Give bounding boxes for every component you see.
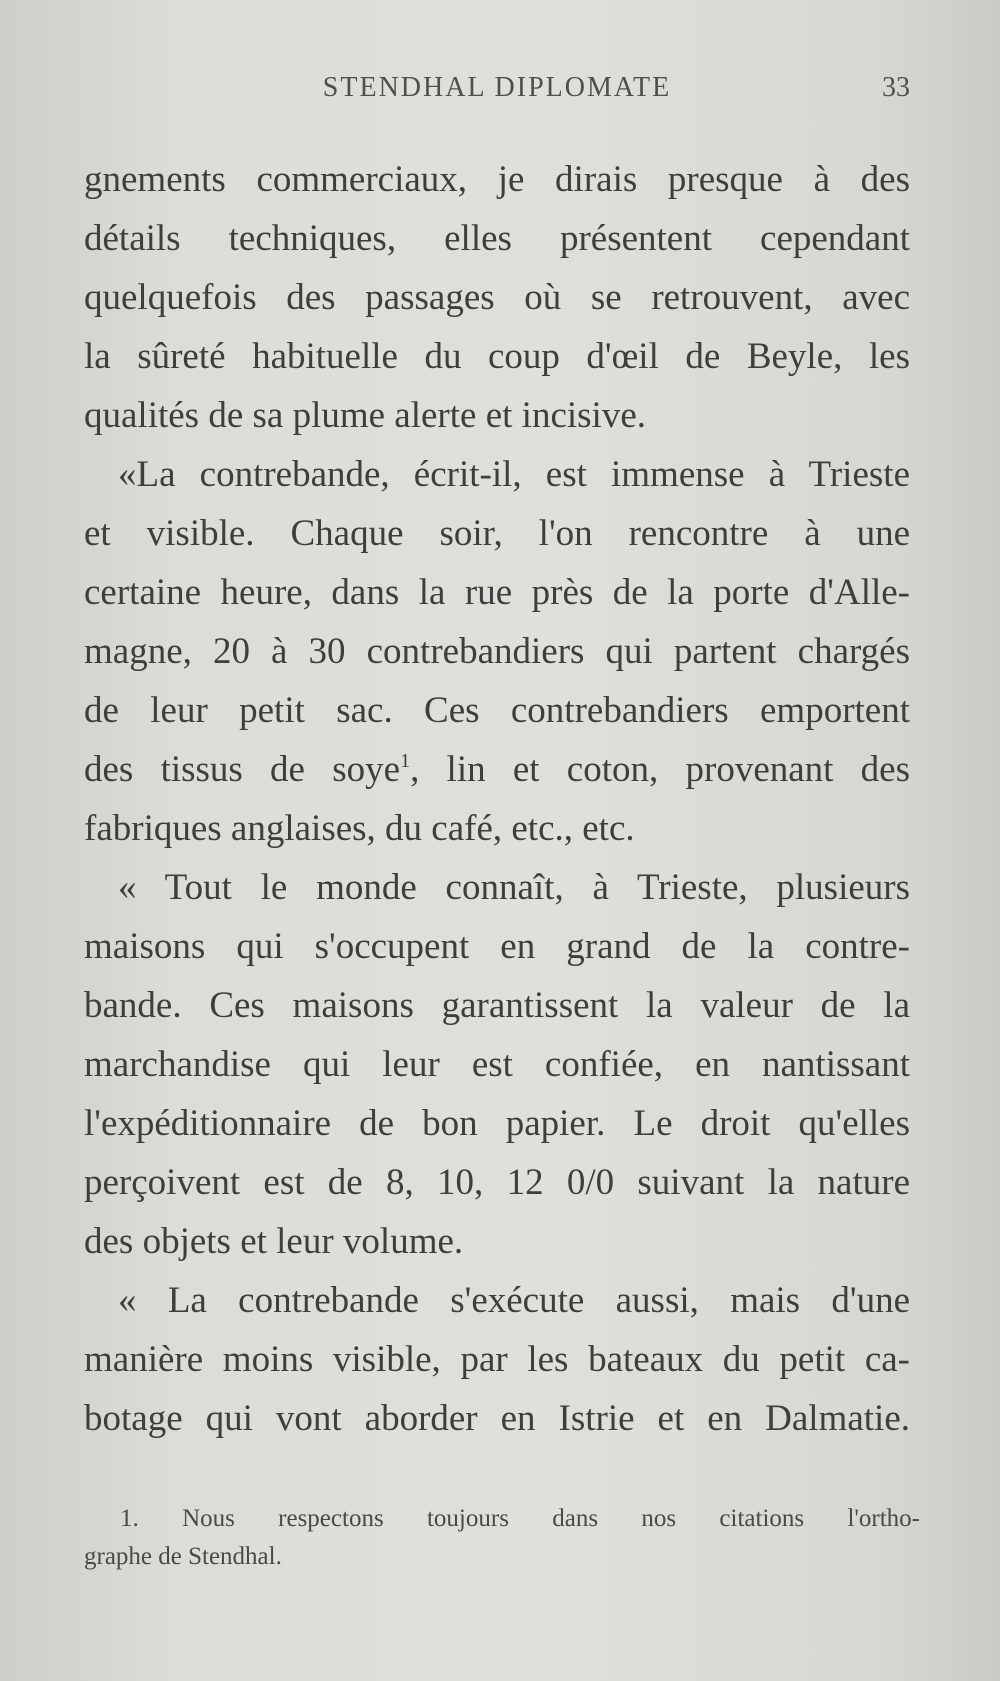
text-line: des objets et leur volume. (84, 1221, 464, 1262)
body-text (84, 150, 910, 1448)
text-line: maisons qui s'occupent en grand de la contre- (84, 926, 910, 967)
text-line: marchandise qui leur est confiée, en nantissant (84, 1044, 910, 1085)
footnote-line: graphe de Stendhal. (84, 1543, 282, 1570)
footnotes (84, 1500, 920, 1576)
text-line: certaine heure, dans la rue près de la porte d'Alle- (84, 572, 910, 613)
text-line-with-footnote (84, 740, 910, 799)
running-title: STENDHAL DIPLOMATE (322, 72, 672, 103)
text-line: magne, 20 à 30 contrebandiers qui partent chargés (84, 631, 910, 672)
running-head (84, 72, 910, 112)
text-line: perçoivent est de 8, 10, 12 0/0 suivant la nature (84, 1162, 910, 1203)
footnote-reference: 1 (400, 750, 411, 772)
text-line: détails techniques, elles présentent cependant (84, 218, 910, 259)
text-line: et visible. Chaque soir, l'on rencontre à une (84, 513, 910, 554)
text-line: fabriques anglaises, du café, etc., etc. (84, 808, 635, 849)
page-number: 33 (882, 72, 910, 103)
text-line: quelquefois des passages où se retrouvent, avec (84, 277, 910, 318)
text-line: gnements commerciaux, je dirais presque à des (84, 159, 910, 200)
footnote-line: 1. Nous respectons toujours dans nos citations l'ortho- (120, 1505, 920, 1532)
text-line: manière moins visible, par les bateaux du petit ca- (84, 1339, 910, 1380)
text-segment: des tissus de soye (84, 749, 401, 790)
text-line: « La contrebande s'exécute aussi, mais d'une (118, 1280, 910, 1321)
text-line: qualités de sa plume alerte et incisive. (84, 395, 646, 436)
text-line: botage qui vont aborder en Istrie et en Dalmatie. (84, 1398, 910, 1439)
text-line: «La contrebande, écrit-il, est immense à Trieste (118, 454, 910, 495)
text-line: de leur petit sac. Ces contrebandiers emportent (84, 690, 910, 731)
text-line: « Tout le monde connaît, à Trieste, plusieurs (118, 867, 910, 908)
text-segment: , lin et coton, provenant des (410, 749, 911, 790)
text-line: la sûreté habituelle du coup d'œil de Beyle, les (84, 336, 910, 377)
text-line: l'expéditionnaire de bon papier. Le droit qu'elles (84, 1103, 910, 1144)
text-line: bande. Ces maisons garantissent la valeur de la (84, 985, 910, 1026)
